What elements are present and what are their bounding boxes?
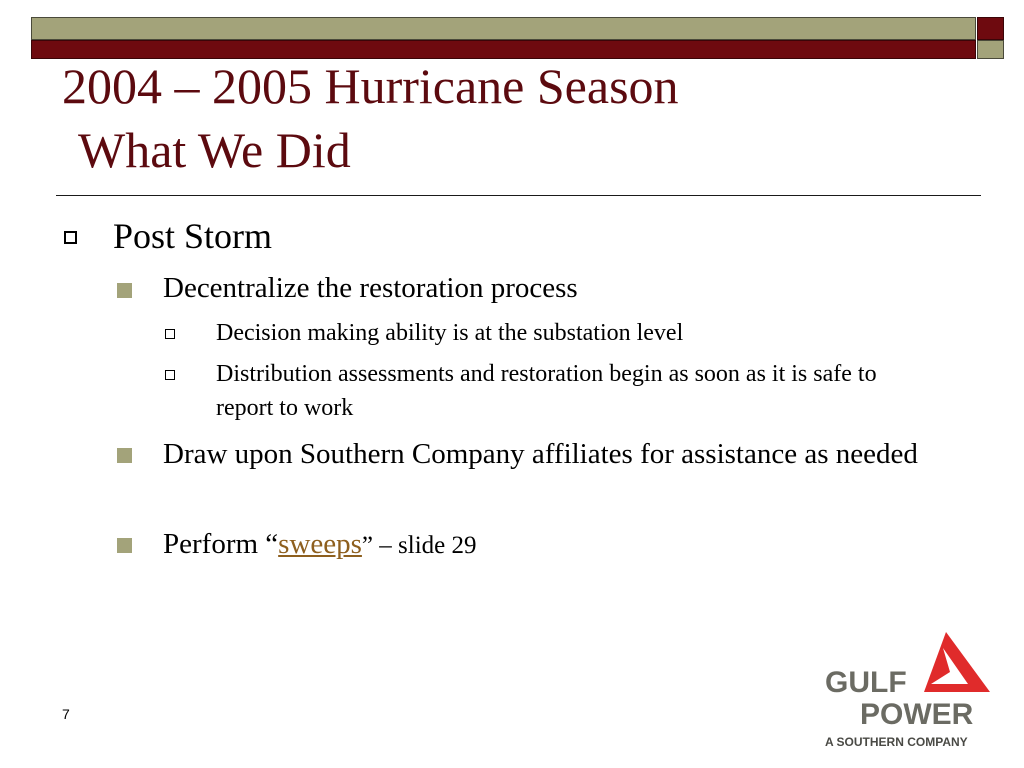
bullet-decision-making: Decision making ability is at the substation level — [216, 320, 684, 346]
slide-title-line2: What We Did — [78, 122, 351, 178]
bullet-perform — [163, 524, 963, 566]
slide-title — [62, 54, 679, 182]
logo-text-gulf: GULF — [825, 666, 907, 699]
bullet-distribution: Distribution assessments and restoration begin as soon as it is safe to report to work — [216, 361, 877, 421]
solid-square-bullet-icon — [117, 448, 132, 463]
solid-square-bullet-icon — [117, 283, 132, 298]
perform-suffix: ” – slide 29 — [361, 532, 477, 559]
title-divider — [56, 195, 981, 196]
hollow-square-bullet-icon — [165, 329, 175, 339]
logo-text-power: POWER — [860, 698, 974, 731]
gulf-power-logo — [820, 628, 1010, 753]
slide-number: 7 — [62, 706, 70, 722]
solid-square-bullet-icon — [117, 538, 132, 553]
slide-title-line1: 2004 – 2005 Hurricane Season — [62, 58, 679, 114]
header-square-olive — [977, 40, 1004, 59]
perform-prefix: Perform “ — [163, 528, 279, 560]
hollow-square-bullet-icon — [165, 370, 175, 380]
hollow-square-bullet-icon — [64, 231, 77, 244]
header-bar-olive — [31, 17, 976, 40]
logo-tagline: A SOUTHERN COMPANY — [825, 735, 968, 749]
sweeps-link[interactable]: sweeps — [278, 528, 362, 560]
bullet-post-storm: Post Storm — [113, 216, 273, 256]
bullet-decentralize: Decentralize the restoration process — [163, 272, 578, 304]
bullet-draw-upon: Draw upon Southern Company affiliates for assistance as needed — [163, 438, 918, 470]
header-square-maroon — [977, 17, 1004, 40]
